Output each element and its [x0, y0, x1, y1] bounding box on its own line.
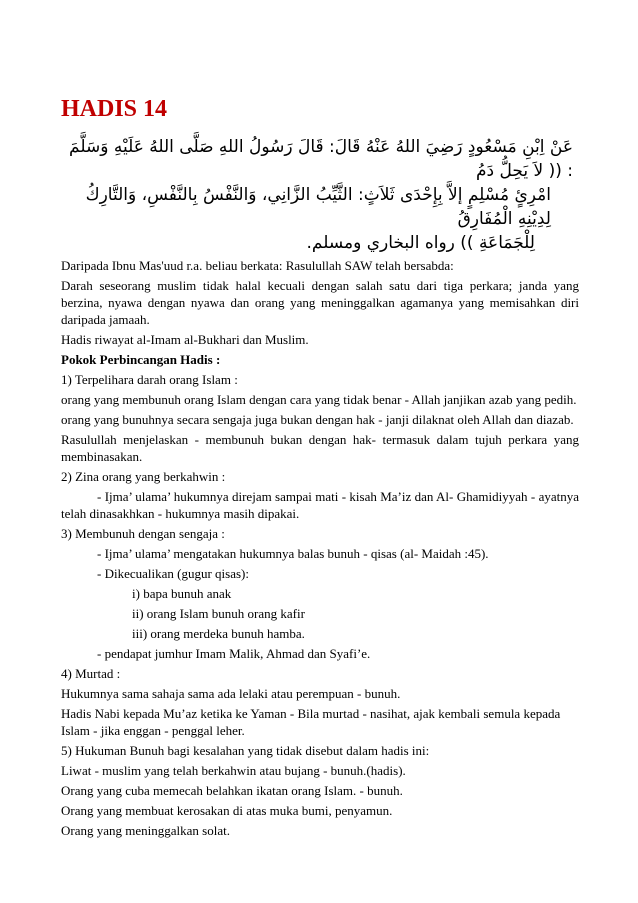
- body-line: Liwat - muslim yang telah berkahwin atau bujang - bunuh.(hadis).: [61, 763, 406, 778]
- body-line: - Dikecualikan (gugur qisas):: [97, 566, 249, 581]
- body-line: Orang yang meninggalkan solat.: [61, 823, 230, 838]
- body-line: - Ijma’ ulama’ hukumnya direjam sampai mati - kisah Ma’iz dan Al- Ghamidiyyah - ayatnya telah dinasakhkan - hukumnya masih dipakai.: [61, 489, 579, 521]
- body-line: Hukumnya sama sahaja sama ada lelaki atau perempuan - bunuh.: [61, 686, 401, 701]
- translation-paragraph: Darah seseorang muslim tidak halal kecuali dengan salah satu dari tiga perkara; janda yang berzina, nyawa dengan nyawa dan orang yang meninggalkan agamanya yang memisahkan diri daripada jamaah.: [61, 278, 579, 327]
- topic-heading: 4) Murtad :: [61, 666, 121, 681]
- body-line: Orang yang membuat kerosakan di atas muka bumi, penyamun.: [61, 803, 393, 818]
- arabic-hadith-text: [61, 135, 573, 255]
- topic-heading: 2) Zina orang yang berkahwin :: [61, 469, 226, 484]
- body-line: orang yang bunuhnya secara sengaja juga bukan dengan hak - janji dilaknat oleh Allah dan diazab.: [61, 412, 574, 427]
- topic-heading: 1) Terpelihara darah orang Islam :: [61, 372, 238, 387]
- narrator-note: Hadis riwayat al-Imam al-Bukhari dan Muslim.: [61, 332, 309, 347]
- list-item: iii) orang merdeka bunuh hamba.: [132, 626, 305, 641]
- section-heading: Pokok Perbincangan Hadis :: [61, 352, 221, 367]
- topic-heading: 5) Hukuman Bunuh bagi kesalahan yang tidak disebut dalam hadis ini:: [61, 743, 430, 758]
- arabic-line: لِلْجَمَاعَةِ )) رواه البخاري ومسلم.: [306, 233, 535, 253]
- body-line: - pendapat jumhur Imam Malik, Ahmad dan Syafi’e.: [97, 646, 371, 661]
- list-item: i) bapa bunuh anak: [132, 586, 232, 601]
- list-item: ii) orang Islam bunuh orang kafir: [132, 606, 305, 621]
- topic-heading: 3) Membunuh dengan sengaja :: [61, 526, 225, 541]
- body-line: Hadis Nabi kepada Mu’az ketika ke Yaman - Bila murtad - nasihat, ajak kembali semula kepada Islam - jika enggan - penggal leher.: [61, 706, 561, 738]
- document-page: [61, 95, 579, 842]
- arabic-line: عَنْ اِبْنِ مَسْعُودٍ رَضِيَ اللهُ عَنْهُ قَالَ: قَالَ رَسُولُ اللهِ صَلَّى اللهُ عَلَيْهِ وَسَلَّمَ : (( لاَ يَحِلُّ دَمُ: [69, 137, 573, 181]
- body-line: orang yang membunuh orang Islam dengan cara yang tidak benar - Allah janjikan azab yang pedih.: [61, 392, 577, 407]
- body-line: Rasulullah menjelaskan - membunuh bukan dengan hak- termasuk dalam tujuh perkara yang membinasakan.: [61, 432, 579, 464]
- body-line: Orang yang cuba memecah belahkan ikatan orang Islam. - bunuh.: [61, 783, 403, 798]
- arabic-line: امْرِئٍ مُسْلِمٍ إلاَّ بِإِحْدَى ثَلاَثٍ: الثَّيِّبُ الزَّانِي، وَالنَّفْسُ بِالنَّفْسِ، وَالتَّارِكُ لِدِيْنِهِ الْمُفَارِقُ: [85, 185, 551, 229]
- body-line: - Ijma’ ulama’ mengatakan hukumnya balas bunuh - qisas (al- Maidah :45).: [97, 546, 489, 561]
- document-title: HADIS 14: [61, 96, 168, 122]
- narration-intro: Daripada Ibnu Mas'uud r.a. beliau berkata: Rasulullah SAW telah bersabda:: [61, 258, 454, 273]
